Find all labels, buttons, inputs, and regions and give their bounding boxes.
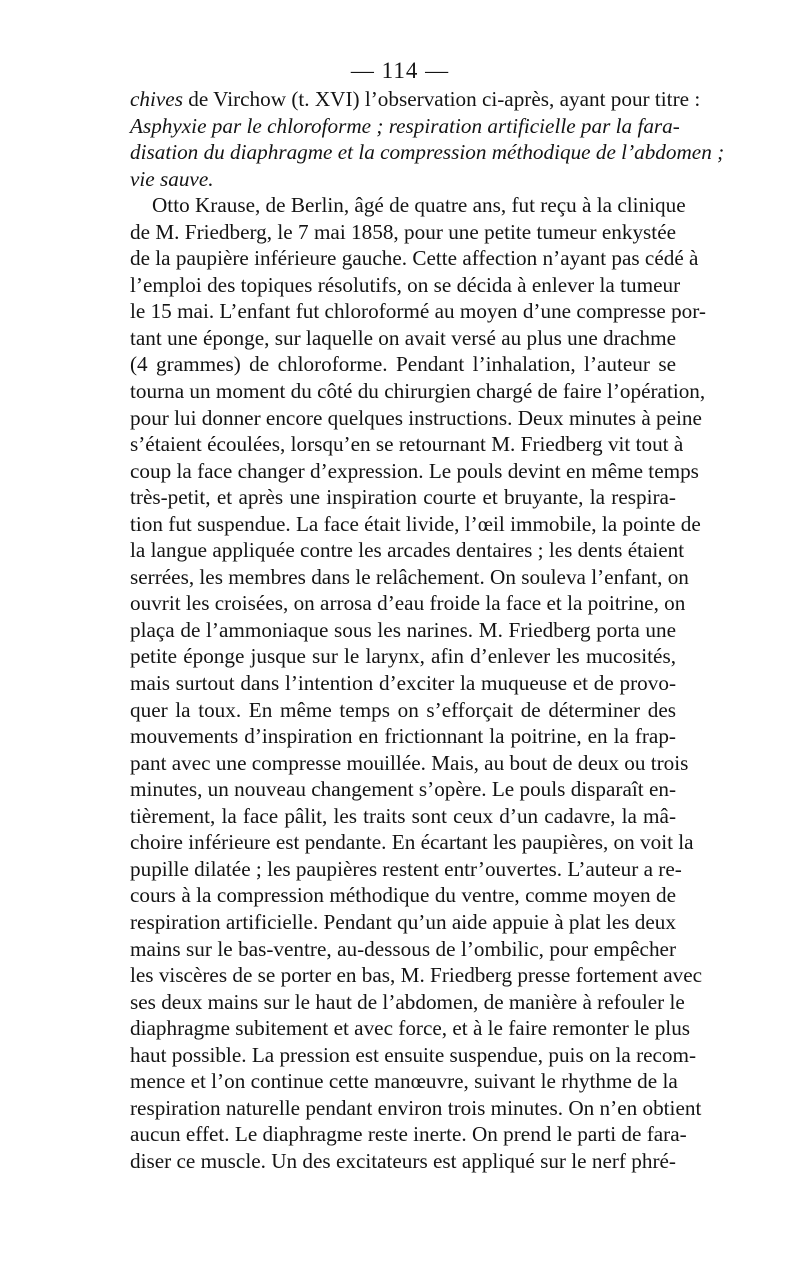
text-line: respiration artificielle. Pendant qu’un aide appuie à plat les deux xyxy=(130,909,676,934)
text-line: aucun effet. Le diaphragme reste inerte. On prend le parti de fara- xyxy=(130,1122,687,1147)
page-number: — 114 — xyxy=(350,58,450,83)
text-line: serrées, les membres dans le relâchement. On souleva l’enfant, on xyxy=(130,564,689,589)
text-line: pupille dilatée ; les paupières restent entr’ouvertes. L’auteur a re- xyxy=(130,856,682,881)
text-line: diser ce muscle. Un des excitateurs est appliqué sur le nerf phré- xyxy=(130,1148,676,1173)
text-line: mais surtout dans l’intention d’exciter la muqueuse et de provo- xyxy=(130,671,676,696)
text-line: pour lui donner encore quelques instructions. Deux minutes à peine xyxy=(130,405,702,430)
text-line: la langue appliquée contre les arcades dentaires ; les dents étaient xyxy=(130,538,685,563)
italic-fragment: chives xyxy=(130,87,183,111)
text-line: minutes, un nouveau changement s’opère. Le pouls disparaît en- xyxy=(130,777,677,802)
text-line: Otto Krause, de Berlin, âgé de quatre ans, fut reçu à la clinique xyxy=(152,193,686,218)
text-line: mains sur le bas-ventre, au-dessous de l’ombilic, pour empêcher xyxy=(130,936,676,961)
text-line xyxy=(130,86,701,113)
text-line: très-petit, et après une inspiration courte et bruyante, la respira- xyxy=(130,485,676,510)
text-line: (4 grammes) de chloroforme. Pendant l’inhalation, l’auteur se xyxy=(130,352,676,377)
text-line: diaphragme subitement et avec force, et à le faire remonter le plus xyxy=(130,1016,691,1041)
text-line: de la paupière inférieure gauche. Cette affection n’ayant pas cédé à xyxy=(130,246,699,271)
text-line: haut possible. La pression est ensuite suspendue, puis on la recom- xyxy=(130,1042,697,1067)
text-line: tion fut suspendue. La face était livide, l’œil immobile, la pointe de xyxy=(130,511,701,536)
text-line: plaça de l’ammoniaque sous les narines. M. Friedberg porta une xyxy=(130,617,676,642)
text-line: s’étaient écoulées, lorsqu’en se retournant M. Friedberg vit tout à xyxy=(130,432,684,457)
text-line: disation du diaphragme et la compression méthodique de l’abdomen ; xyxy=(130,140,725,165)
text-line: mouvements d’inspiration en frictionnant la poitrine, en la frap- xyxy=(130,724,676,749)
text-line: de M. Friedberg, le 7 mai 1858, pour une petite tumeur enkystée xyxy=(130,219,676,244)
text-line: vie sauve. xyxy=(130,166,214,191)
body-text xyxy=(130,86,725,1174)
text-line: coup la face changer d’expression. Le pouls devint en même temps xyxy=(130,458,699,483)
text-line: mence et l’on continue cette manœuvre, suivant le rhythme de la xyxy=(130,1069,678,1094)
text-line: l’emploi des topiques résolutifs, on se décida à enlever la tumeur xyxy=(130,272,681,297)
text-line: Asphyxie par le chloroforme ; respiration artificielle par la fara- xyxy=(130,113,680,138)
text-line: les viscères de se porter en bas, M. Friedberg presse fortement avec xyxy=(130,963,703,988)
text-line: tièrement, la face pâlit, les traits sont ceux d’un cadavre, la mâ- xyxy=(130,803,676,828)
text-line: tourna un moment du côté du chirurgien chargé de faire l’opération, xyxy=(130,379,706,404)
text-line: cours à la compression méthodique du ventre, comme moyen de xyxy=(130,883,676,908)
text-line: respiration naturelle pendant environ trois minutes. On n’en obtient xyxy=(130,1095,702,1120)
text-line: ouvrit les croisées, on arrosa d’eau froide la face et la poitrine, on xyxy=(130,591,686,616)
text-line: choire inférieure est pendante. En écartant les paupières, on voit la xyxy=(130,830,694,855)
text-line: quer la toux. En même temps on s’efforçait de déterminer des xyxy=(130,697,676,722)
text-line: pant avec une compresse mouillée. Mais, au bout de deux ou trois xyxy=(130,750,689,775)
text-line: ses deux mains sur le haut de l’abdomen, de manière à refouler le xyxy=(130,989,685,1014)
text-line: tant une éponge, sur laquelle on avait versé au plus une drachme xyxy=(130,325,676,350)
text-fragment: de Virchow (t. XVI) l’observation ci-après, ayant pour titre : xyxy=(182,87,701,111)
text-line: petite éponge jusque sur le larynx, afin d’enlever les mucosités, xyxy=(130,644,676,669)
text-line: le 15 mai. L’enfant fut chloroformé au moyen d’une compresse por- xyxy=(130,299,706,324)
